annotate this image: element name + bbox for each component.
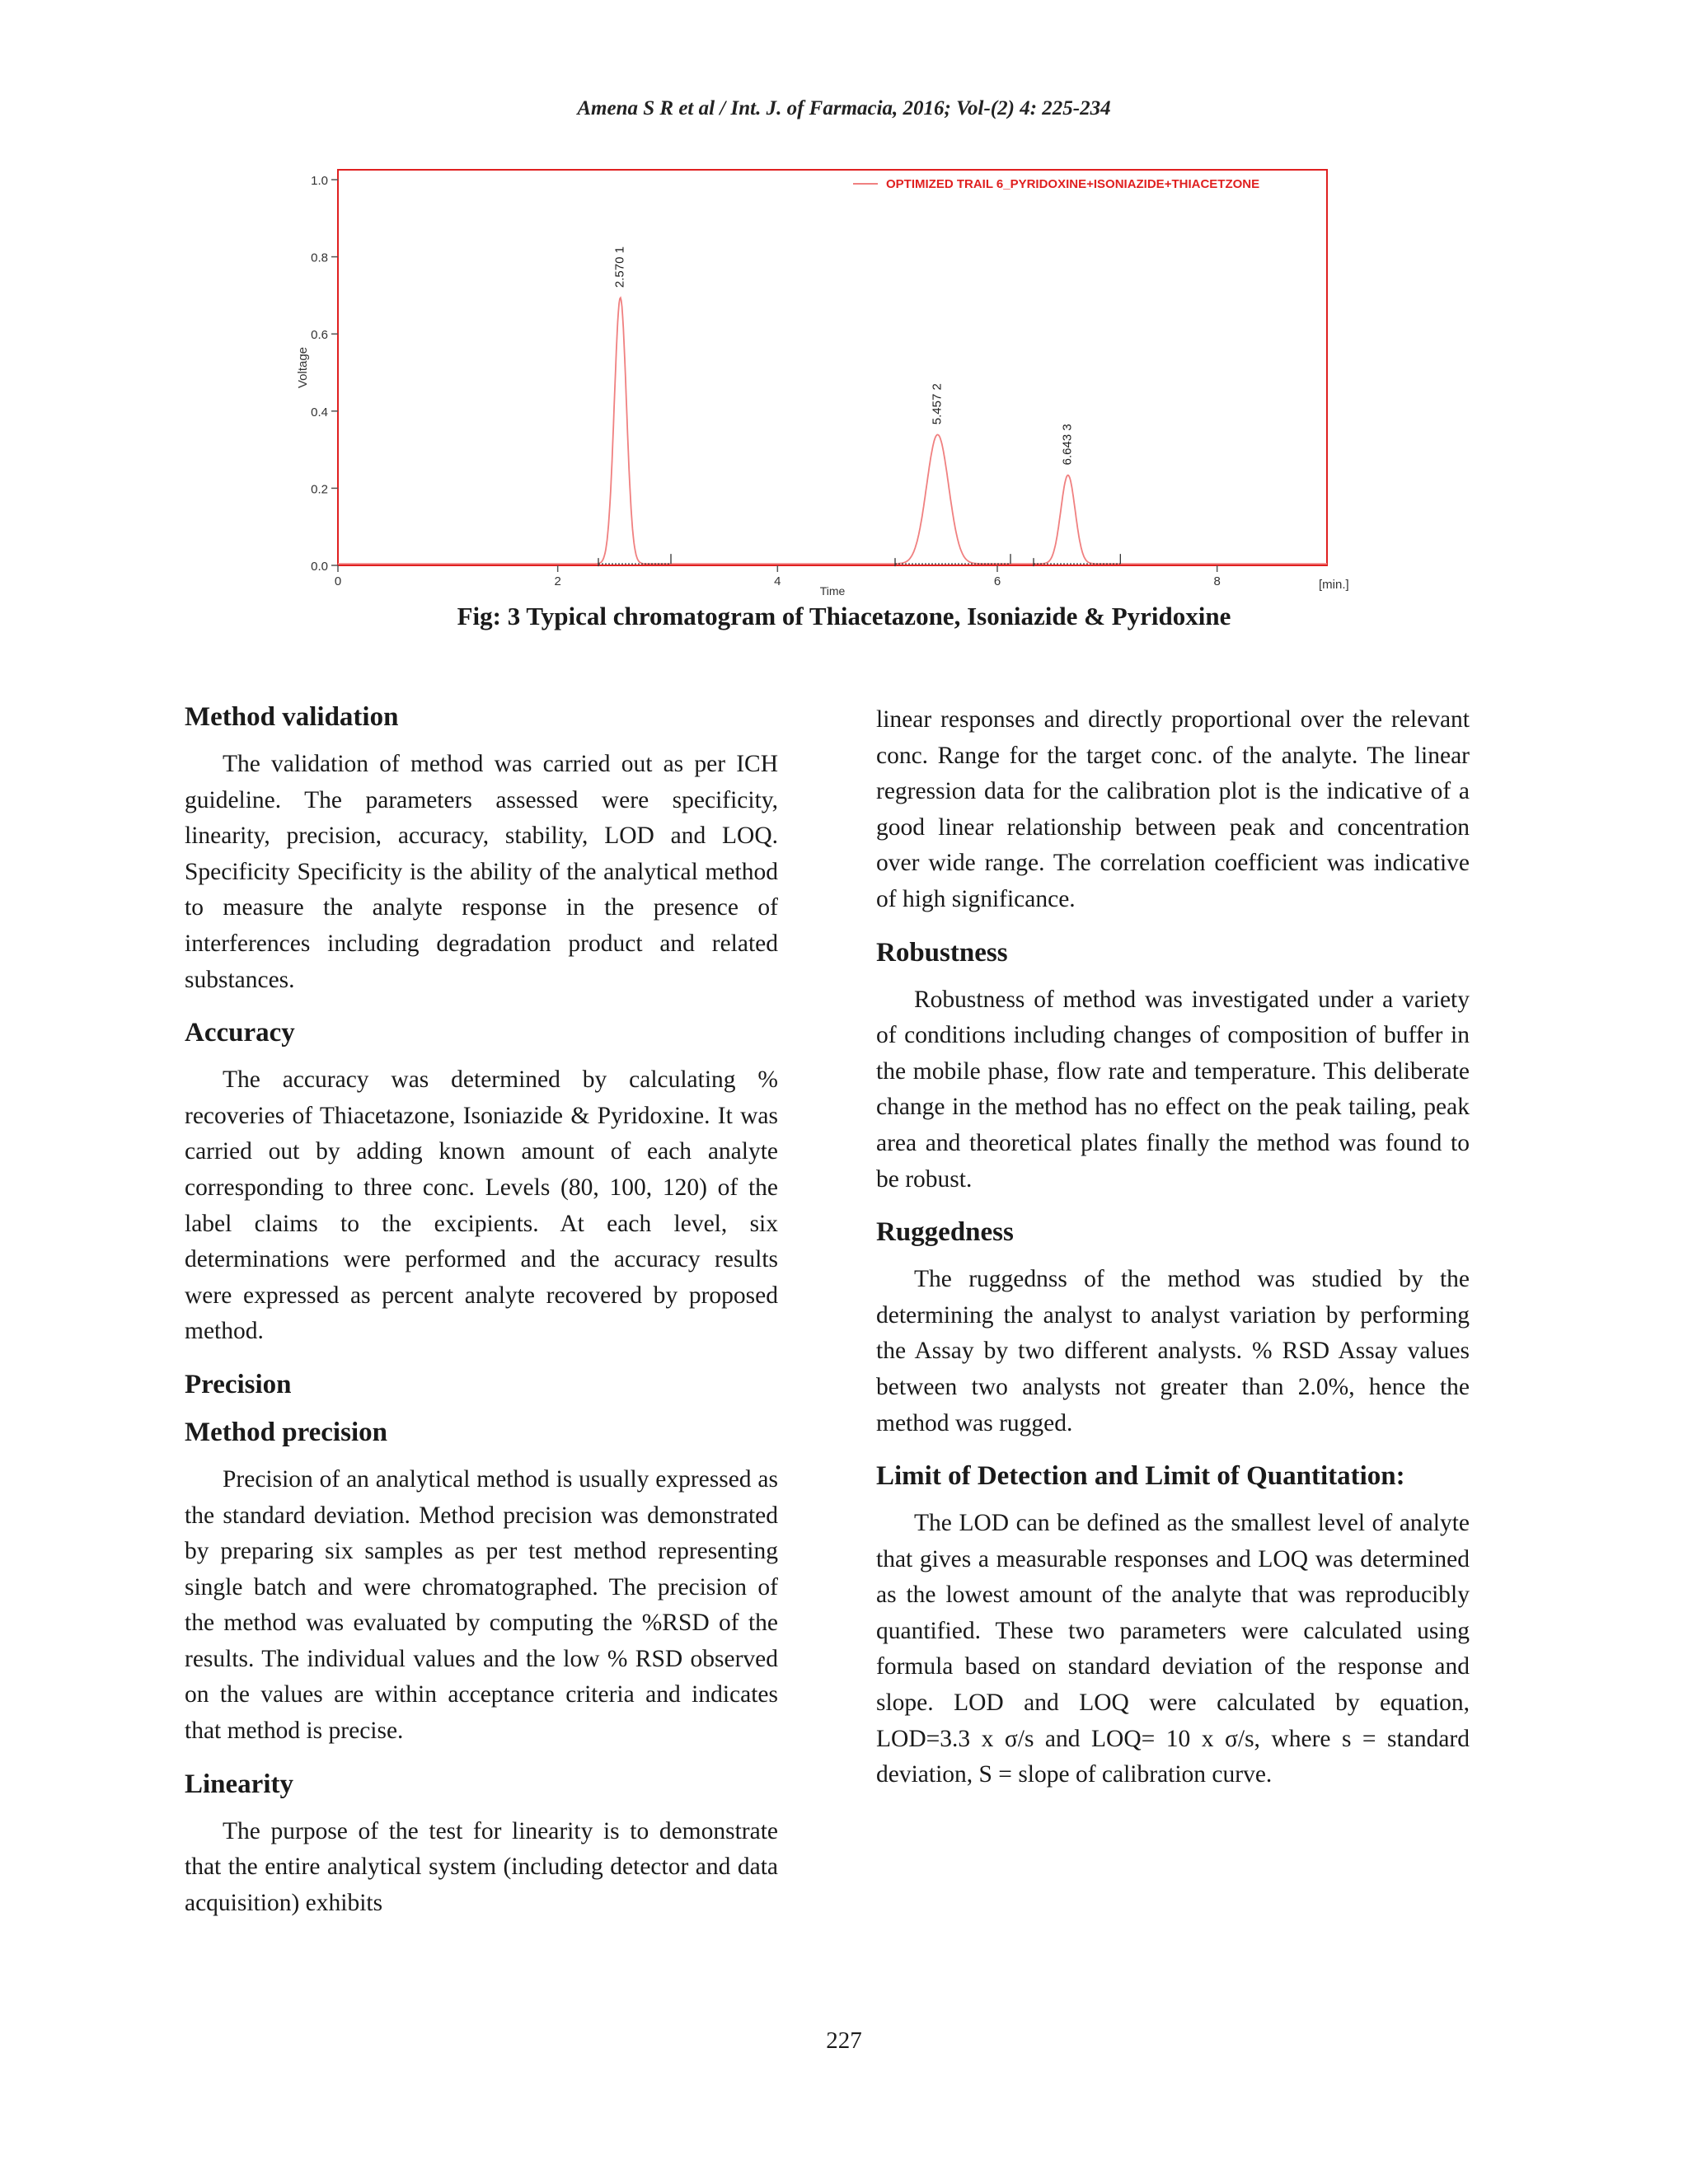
heading-method-precision: Method precision <box>185 1417 387 1447</box>
heading-precision: Precision <box>185 1369 292 1399</box>
x-tick-label: 0 <box>334 574 342 588</box>
y-tick-label: 0.2 <box>311 482 328 497</box>
peak-retention-label: 5.457 2 <box>930 383 945 425</box>
page-number: 227 <box>826 2027 862 2054</box>
heading-linearity: Linearity <box>185 1769 293 1799</box>
x-unit-label: [min.] <box>1319 578 1349 592</box>
chromatogram-figure <box>272 157 1409 602</box>
x-tick-label: 2 <box>554 574 561 588</box>
y-tick-label: 0.6 <box>311 328 328 343</box>
y-tick-label: 0.8 <box>311 251 328 265</box>
chromatogram-chart <box>272 157 1409 602</box>
chromatogram-trace <box>338 298 1327 564</box>
right-column <box>876 702 1470 1810</box>
running-head: Amena S R et al / Int. J. of Farmacia, 2016; Vol-(2) 4: 225-234 <box>577 97 1111 120</box>
heading-method-validation: Method validation <box>185 702 399 732</box>
x-tick-label: 6 <box>993 574 1001 588</box>
peak-retention-label: 6.643 3 <box>1060 424 1075 466</box>
paragraph-lod-loq: The LOD can be defined as the smallest level of analyte that gives a measurable responses and LOQ was determined as the lowest amount of the analyte that was reproducibly quantified. These two parameters were calculated using formula based on standard deviation of the response and slope. LOD and LOQ were calculated by equation, LOD=3.3 x σ/s and LOQ= 10 x σ/s, where s = standard deviation, S = slope of calibration curve. <box>876 1510 1470 1788</box>
plot-frame <box>338 170 1327 565</box>
peak-retention-label: 2.570 1 <box>612 246 627 288</box>
paragraph-linearity: The purpose of the test for linearity is to demonstrate that the entire analytical system (including detector and data acquisition) exhibits <box>185 1817 778 1916</box>
paragraph-linearity-continued: linear responses and directly proportional over the relevant conc. Range for the target conc. of the analyte. The linear regression data for the calibration plot is the indicative of a good linear relationship between peak and concentration over wide range. The correlation coefficient was indicative of high significance. <box>876 706 1470 912</box>
heading-accuracy: Accuracy <box>185 1018 295 1048</box>
x-tick-label: 4 <box>774 574 781 588</box>
x-axis-label: Time <box>819 584 846 598</box>
y-tick-label: 0.4 <box>311 405 328 419</box>
x-tick-label: 8 <box>1213 574 1221 588</box>
paragraph-method-precision: Precision of an analytical method is usually expressed as the standard deviation. Method precision was demonstrated by preparing six samples as per test method representing single batch and were chromatographed. The precision of the method was evaluated by computing the %RSD of the results. The individual values and the low % RSD observed on the values are within acceptance criteria and indicates that method is precise. <box>185 1465 778 1745</box>
heading-robustness: Robustness <box>876 937 1008 968</box>
heading-ruggedness: Ruggedness <box>876 1217 1014 1248</box>
left-column <box>185 699 778 1938</box>
y-axis-label: Voltage <box>296 346 310 389</box>
heading-lod-loq: Limit of Detection and Limit of Quantitation: <box>876 1461 1405 1492</box>
y-tick-label: 0.0 <box>311 560 328 574</box>
paragraph-ruggedness: The ruggednss of the method was studied by the determining the analyst to analyst variation by performing the Assay by two different analysts. % RSD Assay values between two analysts not greater than 2.0%, hence the method was rugged. <box>876 1266 1470 1436</box>
paragraph-accuracy: The accuracy was determined by calculating % recoveries of Thiacetazone, Isoniazide & Pyridoxine. It was carried out by adding known amount of each analyte corresponding to three conc. Levels (80, 100, 120) of the label claims to the excipients. At each level, six determinations were performed and the accuracy results were expressed as percent analyte recovered by proposed method. <box>185 1066 778 1345</box>
y-tick-label: 1.0 <box>311 174 328 188</box>
legend-label: OPTIMIZED TRAIL 6_PYRIDOXINE+ISONIAZIDE+THIACETZONE <box>886 177 1260 191</box>
figure-caption: Fig: 3 Typical chromatogram of Thiacetazone, Isoniazide & Pyridoxine <box>457 602 1231 630</box>
paragraph-method-validation: The validation of method was carried out as per ICH guideline. The parameters assessed were specificity, linearity, precision, accuracy, stability, LOD and LOQ. Specificity Specificity is the ability of the analytical method to measure the analyte response in the presence of interferences including degradation product and related substances. <box>185 751 778 993</box>
paragraph-robustness: Robustness of method was investigated under a variety of conditions including changes of composition of buffer in the mobile phase, flow rate and temperature. This deliberate change in the method has no effect on the peak tailing, peak area and theoretical plates finally the method was found to be robust. <box>876 986 1470 1193</box>
